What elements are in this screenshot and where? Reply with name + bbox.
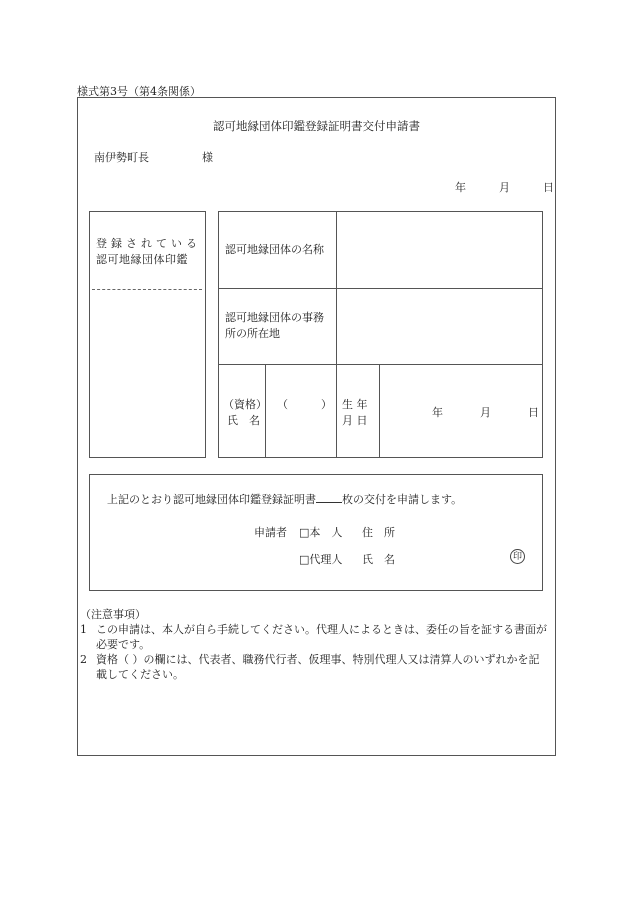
registered-seal-label-line2: 認可地縁団体印鑑 <box>96 253 188 266</box>
birth-day[interactable]: 日 <box>528 406 539 419</box>
table-column-divider <box>379 364 380 457</box>
group-name-label: 認可地縁団体の名称 <box>225 243 324 256</box>
statement-text-after: 枚の交付を申請します。 <box>342 493 463 506</box>
registered-seal-label-line1: 登録されている <box>96 237 201 250</box>
date-day: 日 <box>543 181 554 194</box>
table-column-divider <box>336 364 337 457</box>
seal-divider <box>92 289 202 290</box>
qualification-label: （資格） <box>223 398 267 411</box>
date-year: 年 <box>455 181 466 194</box>
applicant-label: 申請者 <box>254 526 287 539</box>
statement-text-before: 上記のとおり認可地縁団体印鑑登録証明書 <box>107 493 316 506</box>
application-date <box>455 179 554 195</box>
representative-label <box>223 397 267 429</box>
office-location-label-line2: 所の所在地 <box>225 327 280 340</box>
group-name-field[interactable] <box>341 216 537 284</box>
birth-date-label <box>342 397 368 429</box>
self-checkbox[interactable]: □本 人 <box>299 526 343 539</box>
addressee: 南伊勢町長 <box>94 151 149 164</box>
table-row-divider <box>219 364 542 365</box>
birth-label-line1: 生 年 <box>342 398 368 411</box>
note-number: 2 <box>80 653 87 666</box>
addressee-honorific: 様 <box>202 151 213 164</box>
qualification-field[interactable]: （ ） <box>277 398 332 411</box>
table-column-divider <box>336 212 337 364</box>
table-row-divider <box>219 288 542 289</box>
birth-label-line2: 月 日 <box>342 414 368 427</box>
note-number: 1 <box>80 623 87 636</box>
note-item <box>80 652 550 682</box>
birth-month[interactable]: 月 <box>480 406 491 419</box>
office-location-label <box>225 310 324 342</box>
document-title: 認可地縁団体印鑑登録証明書交付申請書 <box>213 119 420 133</box>
representative-name-label: 氏 名 <box>227 414 260 427</box>
office-location-field[interactable] <box>341 292 537 360</box>
birth-year[interactable]: 年 <box>432 406 443 419</box>
note-text: 資格（ ）の欄には、代表者、職務代行者、仮理事、特別代理人又は清算人のいずれかを記載してください。 <box>96 653 540 681</box>
office-location-label-line1: 認可地縁団体の事務 <box>225 311 324 324</box>
notes-heading: （注意事項） <box>80 608 146 621</box>
form-number: 様式第3号（第4条関係） <box>77 85 201 98</box>
note-text: この申請は、本人が自ら手続してください。代理人によるときは、委任の旨を証する書面が必要です。 <box>96 623 547 651</box>
agent-checkbox[interactable]: □代理人 <box>299 553 343 566</box>
applicant-name-label: 氏 名 <box>362 553 395 566</box>
seal-stamp-icon: 印 <box>510 549 525 564</box>
address-label: 住 所 <box>362 526 395 539</box>
note-item <box>80 622 550 652</box>
date-month: 月 <box>499 181 510 194</box>
group-info-table <box>218 211 543 458</box>
registered-seal-label <box>96 236 204 268</box>
application-statement <box>107 491 462 507</box>
notes-section <box>80 607 550 682</box>
copies-count-field[interactable] <box>316 492 342 503</box>
